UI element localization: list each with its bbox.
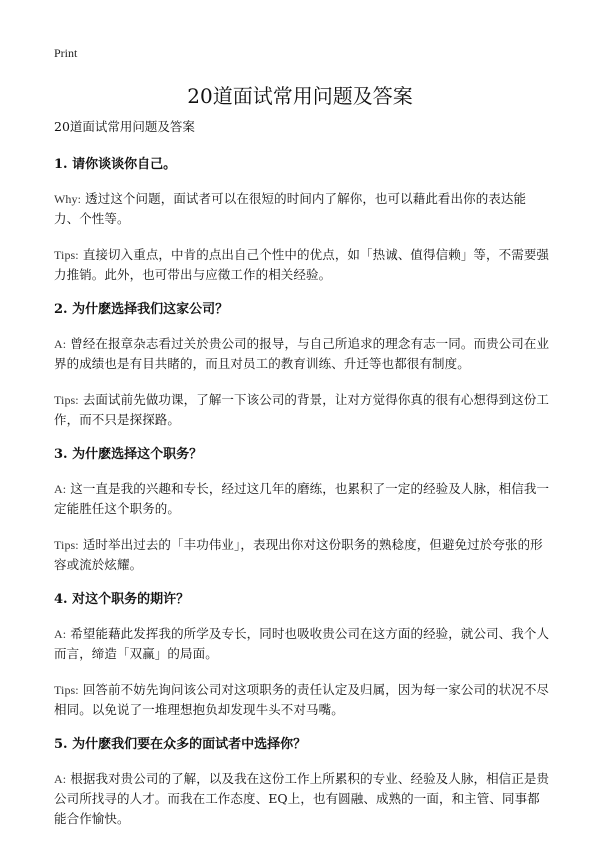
answer-paragraph: [54, 769, 550, 829]
qa-section-2: [54, 301, 550, 430]
answer-paragraph: [54, 624, 550, 664]
question-heading: 2. 为什麽选择我们这家公司？: [54, 302, 229, 317]
paragraph-text: 去面试前先做功课，了解一下该公司的背景，让对方觉得你真的很有心想得到这份工作，而不只是探探路。: [54, 392, 550, 427]
paragraph-label: A:: [54, 337, 67, 351]
paragraph-label: A:: [54, 482, 67, 496]
paragraph-label: Why:: [54, 192, 82, 206]
question-heading: 4. 对这个职务的期许？: [54, 592, 190, 607]
paragraph-label: Tips:: [54, 683, 79, 697]
article-body: [54, 118, 550, 845]
paragraph-text: 直接切入重点，中肯的点出自己个性中的优点，如「热诚、值得信赖」等，不需要强力推销。此外，也可带出与应徵工作的相关经验。: [54, 247, 550, 282]
tips-paragraph: [54, 535, 550, 575]
paragraph-label: Tips:: [54, 538, 79, 552]
paragraph-label: A:: [54, 772, 67, 786]
answer-paragraph: [54, 189, 550, 229]
paragraph-text: 曾经在报章杂志看过关於贵公司的报导，与自己所追求的理念有志一同。而贵公司在业界的成绩也是有目共睹的，而且对员工的教育训练、升迁等也都很有制度。: [54, 336, 550, 371]
print-link[interactable]: Print: [54, 46, 78, 60]
paragraph-label: A:: [54, 627, 67, 641]
qa-section-1: [54, 156, 550, 285]
answer-paragraph: [54, 479, 550, 519]
tips-paragraph: [54, 245, 550, 285]
question-heading: 5. 为什麽我们要在众多的面试者中选择你？: [54, 737, 307, 752]
paragraph-text: 回答前不妨先询问该公司对这项职务的责任认定及归属，因为每一家公司的状况不尽相同。以免说了一堆理想抱负却发现牛头不对马嘴。: [54, 682, 550, 717]
question-heading: 1. 请你谈谈你自己。: [54, 157, 177, 172]
paragraph-text: 适时举出过去的「丰功伟业」，表现出你对这份职务的熟稔度，但避免过於夸张的形容或流於炫耀。: [54, 537, 543, 572]
answer-paragraph: [54, 334, 550, 374]
qa-section-3: [54, 446, 550, 575]
question-heading: 3. 为什麽选择这个职务？: [54, 447, 203, 462]
tips-paragraph: [54, 390, 550, 430]
paragraph-text: 透过这个问题，面试者可以在很短的时间内了解你，也可以藉此看出你的表达能力、个性等。: [54, 191, 527, 226]
paragraph-label: Tips:: [54, 248, 79, 262]
paragraph-text: 根据我对贵公司的了解，以及我在这份工作上所累积的专业、经验及人脉，相信正是贵公司所找寻的人才。而我在工作态度、EQ上，也有圆融、成熟的一面，和主管、同事都能合作愉快。: [54, 771, 550, 826]
page-title: 20道面试常用问题及答案: [187, 84, 413, 108]
paragraph-text: 这一直是我的兴趣和专长，经过这几年的磨练，也累积了一定的经验及人脉，相信我一定能胜任这个职务的。: [54, 481, 550, 516]
paragraph-label: Tips:: [54, 393, 79, 407]
qa-section-5: [54, 736, 550, 829]
qa-section-4: [54, 591, 550, 720]
tips-paragraph: [54, 680, 550, 720]
article-subtitle: 20道面试常用问题及答案: [54, 119, 195, 134]
paragraph-text: 希望能藉此发挥我的所学及专长，同时也吸收贵公司在这方面的经验，就公司、我个人而言，缔造「双赢」的局面。: [54, 626, 550, 661]
